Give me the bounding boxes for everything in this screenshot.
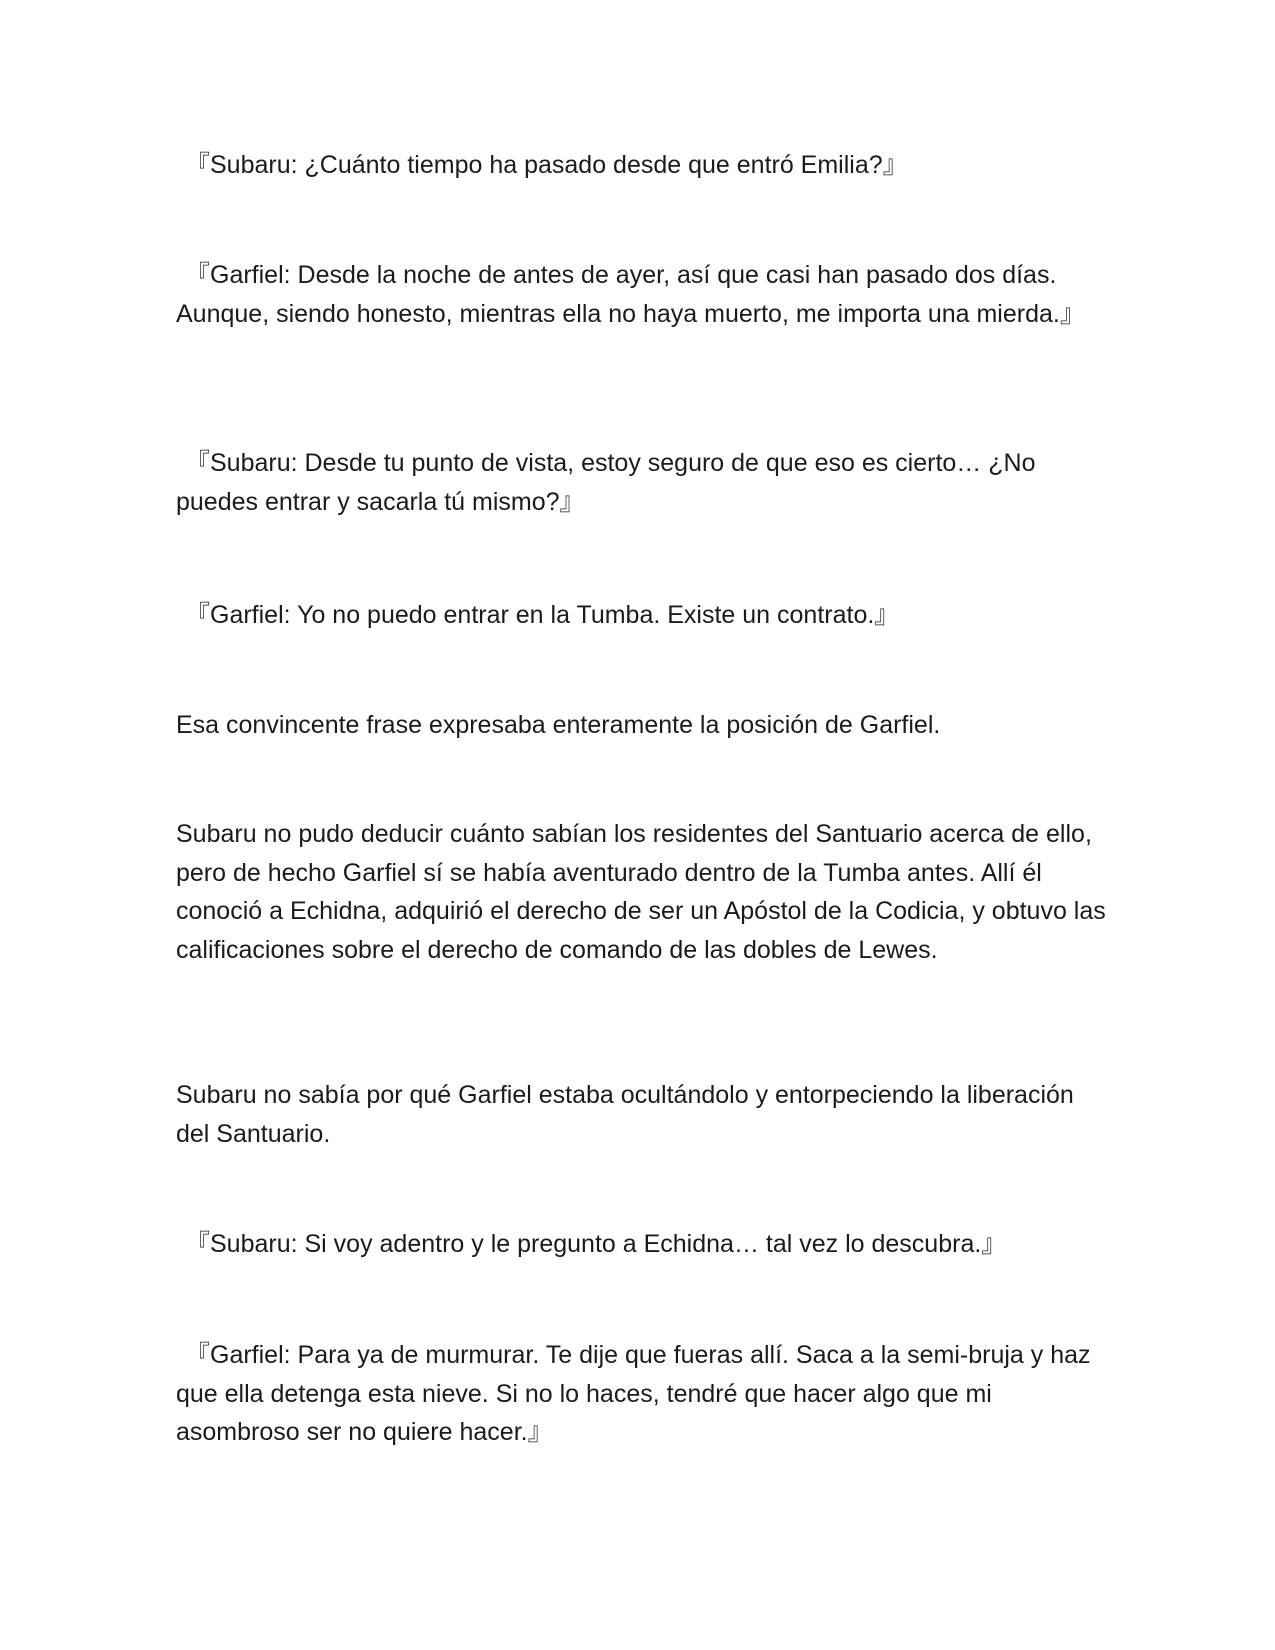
paragraph-narration-hiding: Subaru no sabía por qué Garfiel estaba ocultándolo y entorpeciendo la liberación del Santuario.: [176, 1081, 1074, 1148]
paragraph-subaru-echidna: 『Subaru: Si voy adentro y le pregunto a Echidna… tal vez lo descubra.』: [185, 1230, 1007, 1258]
paragraph-narration-sanctuary: Subaru no pudo deducir cuánto sabían los residentes del Santuario acerca de ello, pero de hecho Garfiel sí se había aventurado dentro de la Tumba antes. Allí él conoció a Echidna, adquirió el derecho de ser un Apóstol de la Codicia, y obtuvo las calificaciones sobre el derecho de comando de las dobles de Lewes.: [176, 820, 1106, 964]
paragraph-narration-position: Esa convincente frase expresaba enteramente la posición de Garfiel.: [176, 711, 941, 739]
paragraph-subaru-point-of-view: 『Subaru: Desde tu punto de vista, estoy seguro de que eso es cierto… ¿No puedes entrar y sacarla tú mismo?』: [176, 449, 1036, 516]
paragraph-garfiel-contract: 『Garfiel: Yo no puedo entrar en la Tumba. Existe un contrato.』: [185, 601, 900, 629]
paragraph-subaru-question: 『Subaru: ¿Cuánto tiempo ha pasado desde que entró Emilia?』: [185, 151, 908, 179]
paragraph-garfiel-reply: 『Garfiel: Desde la noche de antes de ayer, así que casi han pasado dos días. Aunque, siendo honesto, mientras ella no haya muerto, me importa una mierda.』: [176, 261, 1085, 328]
paragraph-garfiel-demand: 『Garfiel: Para ya de murmurar. Te dije que fueras allí. Saca a la semi-bruja y haz que ella detenga esta nieve. Si no lo haces, tendré que hacer algo que mi asombroso ser no quiere hacer.』: [176, 1341, 1091, 1446]
